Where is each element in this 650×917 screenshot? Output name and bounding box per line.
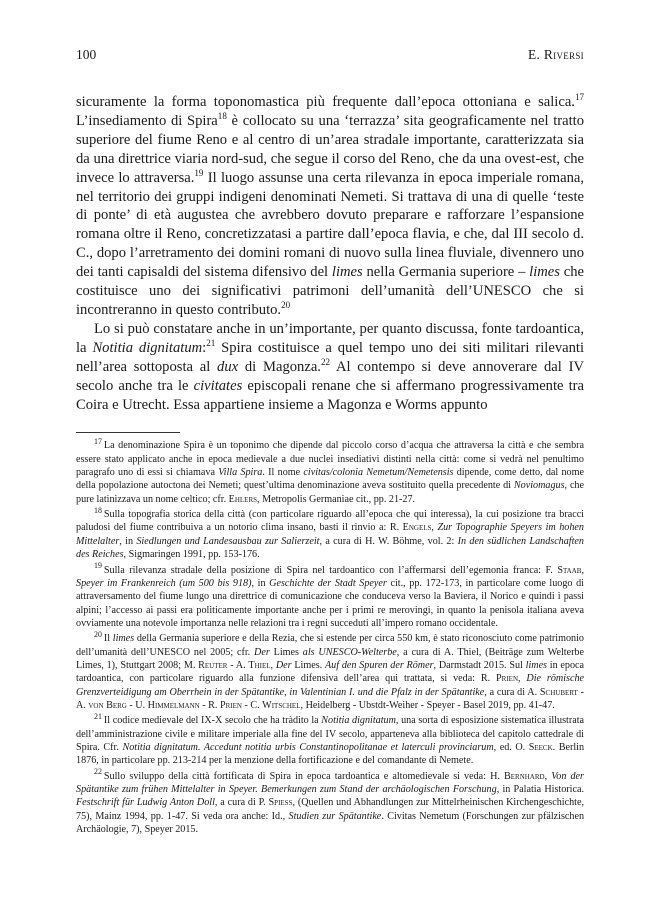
italic-text: als UNESCO-Welterbe [302, 646, 397, 658]
text-run: , in [251, 577, 270, 589]
footnote-separator [76, 432, 180, 433]
italic-text: Studien zur Spätantike [288, 810, 382, 822]
text-run: , Sigmaringen 1991, pp. 153-176. [123, 549, 260, 561]
text-run: , una sorta di esposizione sistematica illustrata dell’amministrazione civile e militare imperiale alla fine del IV secolo, apparteneva alla biblioteca del capitolo cattedrale di Spira. Cfr. [76, 715, 585, 753]
text-run: . Civitas Nemetum (Forschungen zur pfälzischen Archäologie, 7), Speyer 2015. [76, 810, 585, 836]
running-header [76, 47, 584, 71]
footnote-reference: 17 [574, 92, 584, 103]
italic-text: Villa Spira [218, 467, 263, 479]
text-run: Sulla rilevanza stradale della posizione di Spira nel tardoantico con l’affermarsi dell’egemonia franca: F. [103, 564, 558, 576]
text-run: , Darmstadt 2015. Sul [433, 659, 526, 671]
small-caps-name: Thiel [248, 659, 271, 671]
paragraph [76, 320, 584, 415]
text-run: sicuramente la forma toponomastica più frequente dall’epoca ottoniana e salica. [76, 94, 575, 110]
small-caps-name: Ehlers [228, 493, 258, 505]
text-run: - R. [199, 699, 220, 711]
footnote [76, 561, 584, 631]
italic-text: Notitia dignitatum. Accedunt notitia urbis Constantinopolitanae et laterculi provinciarum [122, 741, 494, 753]
footnote-text [76, 715, 584, 766]
footnotes [76, 439, 584, 836]
text-run: - C. [241, 699, 263, 711]
footnote-number: 17 [94, 437, 102, 447]
footnote-text [76, 633, 584, 711]
text-run: Sullo sviluppo della città fortificata di Spira in epoca tardoantica e altomedievale si veda: H. [103, 770, 504, 782]
italic-text: Die römische Grenzverteidigung am Oberrhein in der Spätantike, in Valentinian I. und die Pfalz in der Spätantike [76, 673, 585, 698]
small-caps-name: Prien [496, 673, 518, 685]
text-run: Limes [269, 646, 303, 658]
italic-text: civitas/colonia Nemetum/Nemetensis [303, 467, 454, 479]
text-run: Il luogo assunse una certa rilevanza in epoca imperiale romana, nel territorio dei gruppi indigeni denominati Nemeti. Si trattava di una di quelle ‘teste di ponte’ di età augustea che avrebbero dovuto preparare e rafforzare l’espansione romana oltre il Reno, concretizzatasi a partire dall’epoca flavia, e che, dal III secolo d. C., dopo l’arretramento dei domini romani di nuovo sulla linea fluviale, divennero uno dei tanti capisaldi del sistema difensivo del [76, 169, 584, 281]
text-run: La denominazione Spira è un toponimo che dipende dal piccolo corso d’acqua che attraversa la città e che sembra essere stato applicato anche in epoca medievale a due nuclei insediativi distinti nella città: come si vedrà nel penultimo paragrafo uno di essi si chiamava [76, 440, 584, 479]
italic-text: In den südlichen Landschaften des Reiches [76, 535, 584, 561]
text-run: è collocato su una ‘terrazza’ sita geograficamente nel tratto superiore del fiume Reno e al centro di un’area stradale importante, caratterizzata sia da una direttrice viaria nord-sud, che segue il corso del Reno, che da una ovest-est, che invece lo attraversa. [76, 112, 584, 186]
footnote-text [76, 509, 584, 560]
text-run: : [202, 339, 207, 356]
small-caps-name: Spiess [268, 797, 293, 809]
text-run: Limes. [291, 659, 325, 671]
small-caps-name: Himmelmann [147, 699, 200, 711]
small-caps-name: Staab [557, 564, 582, 576]
text-run: , a cura di A. [484, 686, 540, 698]
italic-text: Noviomagus [513, 480, 565, 492]
text-run: . Berlin 1876, in particolare pp. 213-214 per la menzione della fortificazione e del comandante di Nemete. [76, 741, 585, 767]
small-caps-name: Bernhard [504, 770, 545, 782]
italic-text: limes [331, 264, 363, 281]
italic-text: dux [217, 358, 239, 375]
text-run: in epoca tardoantica, con particolare riguardo alla funzione difensiva dell’area qui trattata, si veda: R. [76, 659, 585, 685]
small-caps-name: Reuter [198, 659, 228, 671]
text-run: Sulla topografia storica della città (con particolare riguardo all’epoca che qui interessa), la cui posizione tra bracci paludosi del fiume contribuiva a un notorio clima insano, basti il rinvio a: R. [76, 509, 584, 534]
paragraph [76, 93, 584, 320]
footnote-reference: 21 [206, 337, 216, 348]
text-run: , a cura di A. Thiel, (Beiträge zum Welterbe Limes, 1), Stuttgart 2008; M. [76, 646, 584, 671]
italic-text: limes [112, 633, 135, 645]
small-caps-name: Prien [219, 699, 242, 711]
text-run: - U. [126, 699, 148, 711]
text-run: , ed. O. [493, 741, 529, 753]
italic-text: Zur Topographie Speyers im hohen Mittelalter [76, 522, 584, 547]
footnote-text [76, 565, 584, 629]
main-text [76, 93, 584, 414]
text-run: , [431, 522, 438, 534]
italic-text: Von der Spätantike zum frühen Mittelalter in Speyer. Bemerkungen zum Stand der archäologischen Forschung [76, 770, 584, 795]
italic-text: Auf den Spuren der Römer [324, 659, 434, 671]
text-run: di Magonza. [238, 358, 321, 375]
footnote-text [76, 440, 584, 504]
text-run: , (Quellen und Abhandlungen zur Mittelrheinischen Kirchengeschichte, 75), Mainz 1994, pp. 1-47. Si veda ora anche: Id., [76, 797, 584, 822]
footnote [76, 629, 585, 712]
text-run: Il codice medievale del IX-X secolo che ha tràdito la [103, 715, 322, 727]
small-caps-name: Witschel [262, 699, 301, 711]
text-run: , che pure latinizzava un nome celtico; cfr. [76, 480, 584, 505]
footnote-reference: 18 [217, 111, 227, 122]
italic-text: Der [275, 659, 292, 671]
footnote [76, 767, 585, 837]
text-run: Il [103, 633, 113, 645]
footnote [76, 505, 584, 561]
footnote [76, 439, 584, 506]
italic-text: Siedlungen und Landesausbau zur Salierzeit [136, 535, 320, 547]
small-caps-name: Schubert [539, 686, 578, 698]
text-run: , in Palatia Historica. [496, 784, 584, 795]
footnote-number: 22 [94, 767, 102, 777]
text-run: , [518, 673, 527, 685]
text-run: , [270, 659, 276, 671]
footnote-text [76, 771, 584, 835]
text-run: . Il nome [262, 467, 304, 479]
text-run: Lo si può constatare anche in un’importante, per quanto discussa, fonte tardoantica, la [76, 320, 584, 356]
text-run: Al contempo si deve annoverare dal IV secolo anche tra le [76, 358, 584, 394]
text-run: dipende, come detto, dal nome della popolazione autoctona dei Nemeti; quest’ultima denominazione aveva sostituito quella precedente di [76, 467, 584, 492]
small-caps-name: Engels [402, 522, 432, 534]
page [76, 47, 584, 838]
text-run: , a cura di P. [214, 797, 269, 809]
footnote-number: 20 [94, 629, 102, 639]
footnote-number: 21 [94, 711, 102, 721]
italic-text: Geschichte der Stadt Speyer [269, 577, 387, 589]
text-run: della Germania superiore e della Rezia, che si estende per circa 550 km, è stato riconosciuto come patrimonio dell’umanità dell’UNESCO nel 2005; cfr. [76, 633, 584, 658]
italic-text: Festschrift für Ludwig Anton Doll [76, 797, 215, 809]
small-caps-name: von Berg [88, 699, 127, 711]
italic-text: Notitia dignitatum [92, 339, 203, 356]
small-caps-name: Seeck [528, 741, 553, 753]
text-run: che costituisce uno dei significativi patrimoni dell’umanità dell’UNESCO che si incontreranno in questo contributo. [76, 264, 585, 318]
italic-text: Der [254, 646, 270, 658]
page-number: 100 [76, 47, 97, 62]
italic-text: Notitia dignitatum [321, 715, 396, 727]
text-run: episcopali renane che si affermano progressivamente tra Coira e Utrecht. Essa appartiene insieme a Magonza e Worms appunto [76, 377, 584, 413]
text-run: cit., pp. 172-173, in particolare come luogo di attraversamento del fiume lungo una direttrice di comunicazione che conduceva verso la Baviera, il Norico e quindi i passi alpini; l’accesso ai passi era politicamente importante anche per i primi re merovingi, in quanto la penisola italiana aveva ovviamente una notevole importanza nelle relazioni tra i regni succeduti all’impero romano occidentale. [76, 577, 584, 629]
running-author: E. Riversi [527, 47, 584, 62]
text-run: , a cura di H. W. Böhme, vol. 2: [319, 535, 458, 547]
italic-text: Speyer im Frankenreich (um 500 bis 918) [76, 577, 252, 589]
footnote-number: 18 [94, 505, 102, 515]
text-run: , [544, 770, 552, 782]
text-run: nella Germania superiore – [362, 264, 530, 281]
text-run: Spira costituisce a quel tempo uno dei siti militari rilevanti nell’area sottoposta al [76, 339, 585, 375]
footnote [76, 711, 585, 767]
text-run: , Metropolis Germaniae cit., pp. 21-27. [257, 493, 416, 505]
text-run: - A. [227, 659, 249, 671]
footnote-reference: 22 [320, 356, 330, 367]
text-run: - A. [76, 686, 584, 711]
text-run: , in [119, 535, 137, 547]
footnote-number: 19 [94, 561, 102, 571]
footnote-reference: 20 [281, 300, 291, 311]
footnote-reference: 19 [194, 167, 204, 178]
text-run: L’insediamento di Spira [76, 112, 218, 129]
text-run: , Heidelberg - Ubstdt-Weiher - Speyer - Basel 2019, pp. 41-47. [300, 699, 555, 711]
italic-text: limes [525, 659, 547, 671]
italic-text: civitates [193, 377, 243, 394]
text-run: , [581, 564, 584, 576]
italic-text: limes [529, 264, 560, 281]
